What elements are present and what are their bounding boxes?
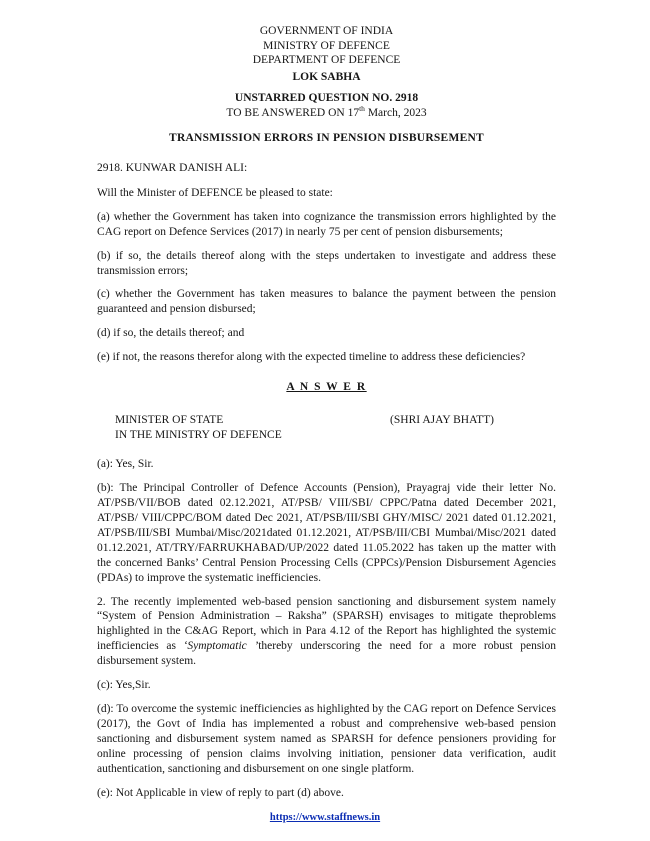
govt-of-india-line: GOVERNMENT OF INDIA	[259, 25, 394, 37]
answer-part-b: (b): The Principal Controller of Defence Accounts (Pension), Prayagraj vide their letter No. AT/PSB/VII/BOB dated 02.12.2021, AT/PSB/ VIII/SBI/ CPPC/Patna dated December 2021, AT/PSB/ VIII/CPPC/BOM dated Dec 2021, AT/PSB/III/SBI GHY/MISC/ 2021 dated 01.12.2021, AT/PSB/III/SBI Mumbai/Misc/2021dated 01.12.2021, AT/PSB/III/CBI Mumbai/Misc/2021 dated 01.12.2021, AT/TRY/FARRUKHABAD/UP/2022 dated 11.05.2022 has taken up the matter with the concerned Banks’ Central Pension Processing Cells (CPPCs)/Pension Disbursement Agencies (PDAs) to improve the systematic inefficiencies.	[97, 481, 556, 584]
minister-name: (SHRI AJAY BHATT)	[390, 414, 494, 427]
document-title: TRANSMISSION ERRORS IN PENSION DISBURSEMENT	[169, 131, 484, 144]
question-part-b: (b) if so, the details thereof along with the steps undertaken to investigate and address these transmission errors;	[97, 249, 556, 277]
footer-link[interactable]: https://www.staffnews.in	[269, 812, 381, 824]
question-part-a: (a) whether the Government has taken into cognizance the transmission errors highlighted by the CAG report on Defence Services (2017) in nearly 75 per cent of pension disbursements;	[97, 210, 556, 238]
ministry-line: MINISTRY OF DEFENCE	[263, 39, 390, 52]
minister-block	[97, 413, 556, 443]
answer-date-suffix: March, 2023	[364, 106, 427, 119]
minister-title-row	[115, 413, 556, 428]
answer-date-line	[97, 106, 556, 121]
question-asker: 2918. KUNWAR DANISH ALI:	[97, 161, 248, 174]
question-part-c: (c) whether the Government has taken measures to balance the payment between the pension guaranteed and pension disbursed;	[97, 288, 556, 316]
answer-part-a: (a): Yes, Sir.	[97, 458, 154, 471]
answer-date-prefix: TO BE ANSWERED ON 17	[226, 106, 360, 119]
answer-para-2-after: thereby underscoring the need for a more robust pension disbursement system.	[97, 640, 556, 668]
answer-date-ordinal: th	[359, 104, 365, 114]
answer-para-2	[97, 595, 556, 670]
question-lead: Will the Minister of DEFENCE be pleased to state:	[97, 186, 333, 199]
minister-title-line2: IN THE MINISTRY OF DEFENCE	[115, 429, 282, 442]
answer-part-d: (d): To overcome the systemic inefficiencies as highlighted by the CAG report on Defence Services (2017), the Govt of India has implemented a robust and comprehensive web-based pension sanctioning and disbursement system named as SPARSH for defence pensioners providing for online processing of pension claims involving initiation, pensioner data verification, audit authentication, sanctioning and disbursement on one single platform.	[97, 703, 556, 775]
answer-para-2-italic: ‘Symptomatic ’	[183, 640, 259, 653]
question-part-d: (d) if so, the details thereof; and	[97, 327, 245, 340]
answer-heading: A N S W E R	[286, 381, 367, 394]
document-footer	[0, 811, 650, 825]
house-name: LOK SABHA	[292, 70, 361, 83]
question-number-line: UNSTARRED QUESTION NO. 2918	[234, 92, 419, 105]
answer-heading-wrap	[97, 380, 556, 395]
document-header	[97, 24, 556, 121]
minister-title-line1: MINISTER OF STATE	[115, 414, 224, 427]
department-line: DEPARTMENT OF DEFENCE	[252, 54, 401, 67]
answer-part-c: (c): Yes,Sir.	[97, 679, 151, 692]
answer-para-2-before: 2. The recently implemented web-based pension sanctioning and disbursement system namely “System of Pension Administration – Raksha” (SPARSH) envisages to mitigate theproblems highlighted in the C&AG Report, which in Para 4.12 of the Report has highlighted the systemic inefficiencies as	[97, 595, 556, 653]
answer-part-e: (e): Not Applicable in view of reply to part (d) above.	[97, 786, 344, 799]
question-part-e: (e) if not, the reasons therefor along with the expected timeline to address these deficiencies?	[97, 351, 526, 364]
